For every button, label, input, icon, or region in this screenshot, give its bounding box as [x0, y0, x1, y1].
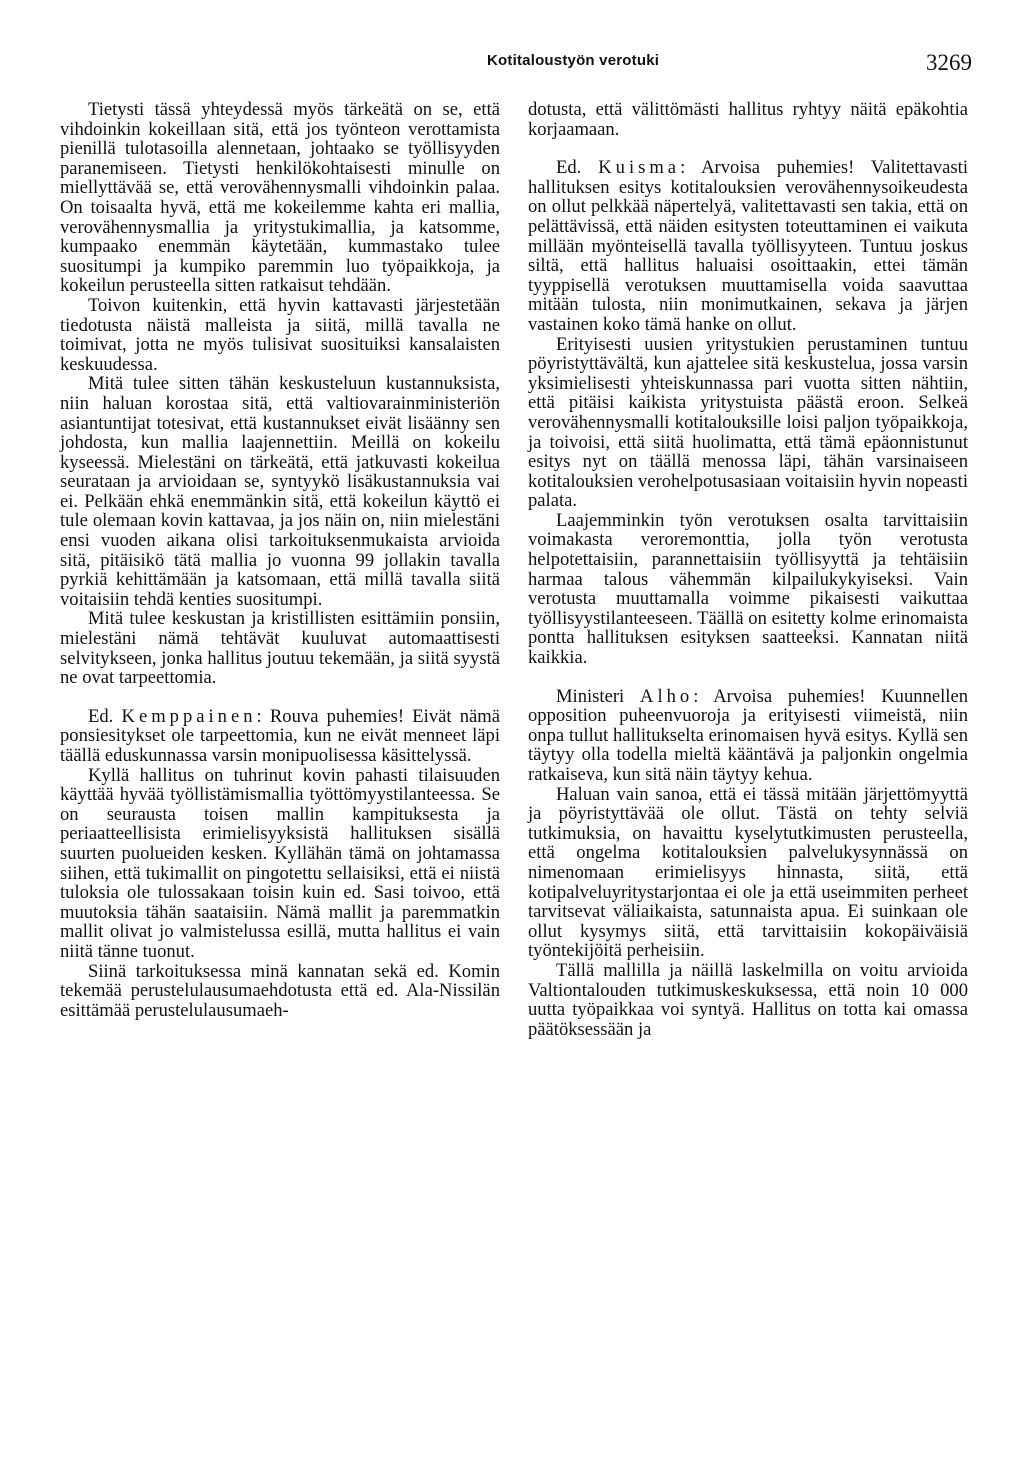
paragraph: Mitä tulee keskustan ja kristillisten esittämiin ponsiin, mielestäni nämä tehtävät kuuluvat automaattisesti selvitykseen, jonka hallitus joutuu tekemään, ja siitä syystä ne ovat tarpeettomia.: [60, 608, 500, 689]
paragraph: Haluan vain sanoa, että ei tässä mitään järjettömyyttä ja pöyristyttävää ole ollut. Tästä on tehty selviä tutkimuksia, on havaittu kyselytutkimusten perusteella, että ongelma kotitalouksien palvelukysynnässä on nimenomaan erimielisyys hinnasta, siitä, että kotipalveluyritystarjontaa ei ole ja että useimmiten perheet tarvitsevat väliaikaista, satunnaista apua. Ei suinkaan ole ollut kysymys siitä, että tarvittaisiin kokopäiväisiä työntekijöitä perheisiin.: [528, 783, 968, 962]
speaker-prefix: Ed.: [556, 157, 599, 179]
speech-text: : Rouva puhemies! Eivät nämä ponsiesitykset ole tarpeettomia, kun ne eivät menneet läpi täällä eduskunnassa varsin monipuolisessa käsittelyssä.: [60, 705, 501, 766]
speech-paragraph: [60, 707, 500, 766]
speaker-name: Kemppainen: [121, 705, 257, 727]
speech-text: : Arvoisa puhemies! Kuunnellen opposition puheenvuoroja ja erityisesti viimeistä, niin onpa tullut hallitukselta erinomaisen hyvä esitys. Kyllä sen täytyy olla todella mieltä kääntävä ja paljonkin ongelmia ratkaiseva, kun sitä näin täytyy kehua.: [528, 685, 968, 785]
paragraph: Mitä tulee sitten tähän keskusteluun kustannuksista, niin haluan korostaa sitä, että valtiovarainministeriön asiantuntijat totesivat, että kustannukset eivät lisäänny sen johdosta, kun mallia laajennettiin. Meillä on kokeilu kyseessä. Mielestäni on tärkeätä, että jatkuvasti kokeilua seurataan ja arvioidaan se, syntyykö lisäkustannuksia vai ei. Pelkään ehkä enemmänkin sitä, että kokeilun käyttö ei tule olemaan kovin kattavaa, ja jos näin on, niin mielestäni ensi vuoden aikana olisi tarkoituksenmukaista arvioida sitä, pitäisikö tätä mallia jo vuonna 99 jollakin tavalla pyrkiä kehittämään ja katsomaan, että millä tavalla siitä voitaisiin tehdä kenties suositumpi.: [60, 373, 500, 610]
paragraph: Laajemminkin työn verotuksen osalta tarvittaisiin voimakasta veroremonttia, jolla työn verotusta helpotettaisiin, parannettaisiin työllisyyttä ja tehtäisiin harmaa talous vähemmän kilpailukykyiseksi. Vain verotusta muuttamalla voimme pikaisesti vaikuttaa työllisyystilanteeseen. Täällä on esitetty kolme erinomaista pontta hallituksen esityksen saatteeksi. Kannatan niitä kaikkia.: [528, 509, 968, 669]
page-number: 3269: [926, 50, 972, 75]
speech-text: : Arvoisa puhemies! Valitettavasti hallituksen esitys kotitalouksien verovähennysoikeudesta on ollut pelkkää näpertelyä, valitettavasti sen takia, että on pelättävissä, että näiden esitysten toteuttaminen ei vaikuta millään myönteisellä tavalla työllisyyteen. Tuntuu joskus siltä, että hallitus haluaisi osoittaakin, ettei tämän tyyppisellä verotuksen muuttamisella voida saavuttaa mitään tulosta, niin monimutkainen, sekava ja järjen vastainen koko tämä hanke on ollut.: [528, 157, 968, 335]
paragraph: Kyllä hallitus on tuhrinut kovin pahasti tilaisuuden käyttää hyvää työllistämismallia työttömyystilanteessa. Se on seurausta toisen mallin kampituksesta ja periaatteellisista erimielisyyksistä hallituksen sisällä suurten puolueiden kesken. Kyllähän tämä on johtamassa siihen, että tukimallit on pingotettu sellaisiksi, että ei niistä tuloksia ole tulossakaan toisin kuin ed. Sasi toivoo, että muutoksia tähän saataisiin. Nämä mallit ja paremmatkin mallit olivat jo valmistelussa esillä, mutta hallitus ei vain niitä tänne tuonut.: [60, 764, 500, 962]
speech-paragraph: [528, 158, 968, 334]
speaker-name: Alho: [640, 685, 694, 707]
running-header: [60, 42, 980, 90]
left-column: [60, 100, 500, 1020]
paragraph: Tietysti tässä yhteydessä myös tärkeätä on se, että vihdoinkin kokeillaan sitä, että jos työnteon verottamista pienillä tulotasoilla alennetaan, johtaako se työllisyyden paranemiseen. Tietysti henkilökohtaisesti minulle on miellyttävää se, että verovähennysmalli vihdoinkin palaa. On toisaalta hyvä, että me kokeilemme kahta eri mallia, verovähennysmallia ja yritystukimallia, ja katsomme, kumpaako enemmän käytetään, kummastako tulee suositumpi ja kumpiko paremmin luo työpaikkoja, ja kokeilun perusteella sitten ratkaisut tehdään.: [60, 99, 500, 297]
paragraph: Erityisesti uusien yritystukien perustaminen tuntuu pöyristyttävältä, kun ajattelee sitä keskustelua, jossa varsin yksimielisesti yhteiskunnassa pari vuotta sitten nähtiin, että pitäisi kaikista yritystuista päästä eroon. Selkeä verovähennysmalli kotitalouksille loisi paljon työpaikkoja, ja toivoisi, että siitä huolimatta, että tämä epäonnistunut esitys nyt on täällä menossa läpi, tähän varsinaiseen kotitalouksien verohelpotusasiaan voitaisiin hyvin nopeasti palata.: [528, 333, 968, 512]
paragraph: Siinä tarkoituksessa minä kannatan sekä ed. Komin tekemää perustelulausumaehdotusta että ed. Ala-Nissilän esittämää perustelulausumaeh-: [60, 960, 500, 1021]
paragraph: dotusta, että välittömästi hallitus ryhtyy näitä epäkohtia korjaamaan.: [528, 99, 968, 140]
paragraph: Toivon kuitenkin, että hyvin kattavasti järjestetään tiedotusta näistä malleista ja siitä, millä tavalla ne toimivat, jotta ne myös tulisivat suosituiksi kansalaisten keskuudessa.: [60, 294, 500, 375]
paragraph: Tällä mallilla ja näillä laskelmilla on voitu arvioida Valtiontalouden tutkimuskeskuksessa, että noin 10 000 uutta työpaikkaa voi syntyä. Hallitus on totta kai omassa päätöksessään ja: [528, 959, 968, 1040]
speech-paragraph: [528, 687, 968, 785]
speaker-name: Kuisma: [598, 157, 681, 179]
right-column: [528, 100, 968, 1039]
running-title: Kotitaloustyön verotuki: [487, 52, 660, 69]
speaker-prefix: Ed.: [88, 705, 122, 727]
speaker-prefix: Ministeri: [556, 685, 641, 707]
